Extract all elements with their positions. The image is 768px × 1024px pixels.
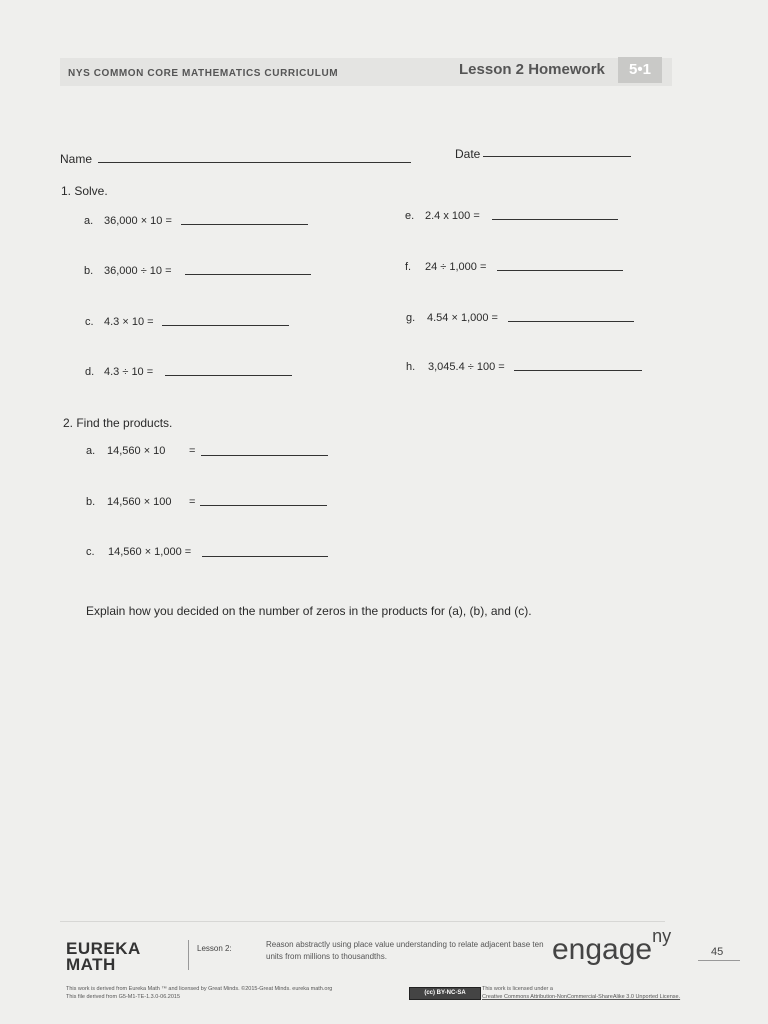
page-number-rule (698, 960, 740, 961)
explain-prompt: Explain how you decided on the number of zeros in the products for (a), (b), and (c). (86, 604, 532, 618)
q2c-answer-blank[interactable] (202, 556, 328, 557)
name-label: Name (60, 152, 93, 166)
q1f-expression: 24 ÷ 1,000 = (425, 261, 487, 273)
curriculum-title: NYS COMMON CORE MATHEMATICS CURRICULUM (68, 68, 339, 79)
lesson-title: Lesson 2 Homework (459, 61, 605, 78)
q1b-letter: b. (84, 265, 94, 277)
q1h-answer-blank[interactable] (514, 370, 642, 371)
q1h-letter: h. (406, 361, 416, 373)
q2b-expression: 14,560 × 100 (107, 496, 172, 508)
question-2-prompt: 2. Find the products. (63, 416, 173, 430)
q1g-expression: 4.54 × 1,000 = (427, 312, 498, 324)
eureka-math-logo (66, 941, 141, 973)
q1g-letter: g. (406, 312, 416, 324)
q2a-expression: 14,560 × 10 (107, 445, 166, 457)
q1c-expression: 4.3 × 10 = (104, 316, 154, 328)
q1e-expression: 2.4 x 100 = (425, 210, 480, 222)
page-number: 45 (711, 946, 724, 958)
q2b-answer-blank[interactable] (200, 505, 327, 506)
q1c-answer-blank[interactable] (162, 325, 289, 326)
engageny-logo (552, 926, 672, 967)
footer-lesson-label: Lesson 2: (197, 944, 232, 953)
q2a-answer-blank[interactable] (201, 455, 328, 456)
logo-line-2: MATH (66, 955, 116, 974)
date-label: Date (455, 147, 481, 161)
logo-line-1: EUREKA (66, 939, 141, 958)
cc-license-badge: (cc) BY-NC-SA (409, 987, 481, 1000)
q1b-answer-blank[interactable] (185, 274, 311, 275)
engage-text: engage (552, 933, 653, 966)
q1f-letter: f. (405, 261, 412, 273)
derived-notice-1: This work is derived from Eureka Math ™ and licensed by Great Minds. ©2015-Great Minds. eureka math.org (66, 986, 333, 992)
q1c-letter: c. (85, 316, 94, 328)
q1e-answer-blank[interactable] (492, 219, 618, 220)
q1a-expression: 36,000 × 10 = (104, 215, 172, 227)
q1h-expression: 3,045.4 ÷ 100 = (428, 361, 505, 373)
q1d-letter: d. (85, 366, 95, 378)
footer-divider (188, 940, 189, 970)
q1f-answer-blank[interactable] (497, 270, 623, 271)
q1g-answer-blank[interactable] (508, 321, 634, 322)
q2b-equals: = (189, 496, 196, 508)
date-field[interactable] (483, 156, 631, 157)
q1e-letter: e. (405, 210, 415, 222)
q2a-letter: a. (86, 445, 96, 457)
footer-rule (60, 921, 665, 922)
name-field[interactable] (98, 162, 411, 163)
license-line-1: This work is licensed under a (482, 986, 553, 992)
question-1-prompt: 1. Solve. (61, 184, 108, 198)
q1d-expression: 4.3 ÷ 10 = (104, 366, 154, 378)
q1a-letter: a. (84, 215, 94, 227)
q1a-answer-blank[interactable] (181, 224, 308, 225)
module-badge: 5•1 (618, 57, 662, 83)
license-notice (482, 985, 680, 1001)
q2c-expression: 14,560 × 1,000 = (108, 546, 192, 558)
q1d-answer-blank[interactable] (165, 375, 292, 376)
q2a-equals: = (189, 445, 196, 457)
ny-superscript: ny (652, 926, 672, 946)
q1b-expression: 36,000 ÷ 10 = (104, 265, 172, 277)
derived-notice-2: This file derived from G5-M1-TE-1.3.0-06.2015 (66, 994, 181, 1000)
q2b-letter: b. (86, 496, 96, 508)
q2c-letter: c. (86, 546, 95, 558)
footer-lesson-description: Reason abstractly using place value understanding to relate adjacent base ten units from millions to thousandths. (266, 940, 544, 961)
license-link[interactable]: Creative Commons Attribution-NonCommercial-ShareAlike 3.0 Unported License. (482, 994, 681, 1000)
